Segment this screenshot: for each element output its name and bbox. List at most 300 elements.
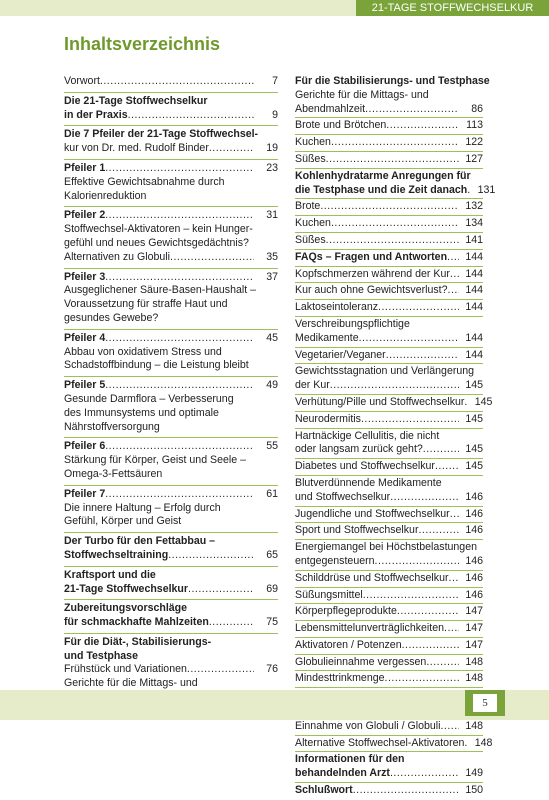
toc-entry[interactable]: [295, 318, 483, 348]
toc-leader-dots: [105, 209, 254, 223]
toc-page-number: 147: [465, 622, 483, 635]
toc-page-number: 76: [266, 663, 278, 676]
toc-line-text: gefühl und neues Gewichtsgedächtnis?: [64, 236, 249, 249]
toc-page-number: 49: [266, 379, 278, 392]
toc-page-number: 122: [465, 136, 483, 149]
toc-line-text: Globulieinnahme vergessen: [295, 655, 427, 668]
page-title: Inhaltsverzeichnis: [64, 34, 221, 54]
toc-entry[interactable]: [295, 639, 483, 655]
toc-entry[interactable]: [295, 413, 483, 429]
toc-page-number: 145: [465, 460, 483, 473]
toc-line-text: die Testphase und die Zeit danach: [295, 183, 468, 196]
toc-line-text: Nährstoffversorgung: [64, 420, 160, 433]
toc-line: [64, 636, 278, 650]
toc-line: [295, 413, 483, 427]
toc-line: [295, 75, 490, 89]
toc-entry[interactable]: [295, 605, 483, 621]
toc-line-text: Gerichte für die Mittags- und: [64, 677, 198, 690]
toc-page-number: 69: [266, 582, 278, 595]
toc-leader-dots: [320, 200, 459, 214]
toc-leader-dots: [105, 440, 254, 454]
toc-line: [64, 407, 278, 421]
toc-line: [64, 312, 278, 326]
toc-line-text: Die innere Haltung – Erfolg durch: [64, 501, 221, 514]
toc-line-text: Körperpflegeprodukte: [295, 605, 397, 618]
series-title: 21-TAGE STOFFWECHSELKUR: [356, 0, 549, 16]
toc-line-text: Süßes: [295, 152, 326, 165]
toc-entry[interactable]: [295, 169, 496, 200]
toc-entry[interactable]: [295, 217, 483, 233]
toc-entry[interactable]: [295, 672, 483, 688]
toc-leader-dots: [188, 583, 254, 597]
toc-leader-dots: [209, 616, 254, 630]
toc-line: [295, 639, 483, 653]
toc-page-number: 144: [465, 301, 483, 314]
toc-page-number: 146: [465, 588, 483, 601]
toc-entry[interactable]: [64, 209, 278, 268]
toc-leader-dots: [386, 119, 459, 133]
toc-page-number: 148: [465, 655, 483, 668]
toc-line: [64, 549, 278, 563]
toc-line-text: Omega-3-Fettsäuren: [64, 467, 163, 480]
toc-line-text: Kohlenhydratarme Anregungen für: [295, 169, 471, 182]
toc-entry[interactable]: [295, 200, 483, 216]
toc-leader-dots: [450, 268, 459, 282]
toc-leader-dots: [168, 549, 254, 563]
toc-leader-dots: [105, 379, 254, 393]
toc-line: [295, 491, 483, 505]
toc-page-number: 148: [465, 672, 483, 685]
toc-page-number: 134: [465, 217, 483, 230]
toc-line: [295, 605, 483, 619]
toc-page-number: 147: [465, 605, 483, 618]
toc-line-text: kur von Dr. med. Rudolf Binder: [64, 142, 209, 155]
toc-page-number: 61: [266, 487, 278, 500]
toc-line-text: Lebensmittelunverträglichkeiten: [295, 622, 444, 635]
toc-leader-dots: [418, 524, 459, 538]
toc-line: [64, 393, 278, 407]
toc-line-text: Energiemangel bei Höchstbelastungen: [295, 541, 477, 554]
toc-line-text: Alternative Stoffwechsel-Aktivatoren: [295, 736, 465, 749]
toc-line: [295, 736, 493, 751]
toc-line: [295, 572, 483, 586]
toc-leader-dots: [105, 488, 254, 502]
toc-line: [295, 234, 483, 248]
toc-entry[interactable]: [64, 75, 278, 93]
toc-line: [64, 569, 278, 583]
toc-line-text: Stoffwechseltraining: [64, 548, 169, 561]
toc-line: [295, 217, 483, 231]
toc-entry[interactable]: [295, 251, 483, 267]
toc-entry[interactable]: [295, 477, 483, 507]
toc-page-number: 86: [471, 102, 483, 115]
toc-line: [64, 332, 278, 346]
toc-entry[interactable]: [295, 753, 483, 783]
toc-line: [64, 128, 278, 142]
toc-line-text: Die 7 Pfeiler der 21-Tage Stoffwechsel-: [64, 128, 259, 141]
toc-line: [295, 555, 483, 569]
toc-page-number: 113: [466, 119, 483, 132]
toc-line: [64, 95, 278, 109]
toc-line: [64, 237, 278, 251]
toc-line: [295, 153, 483, 167]
toc-line: [295, 753, 483, 767]
toc-page-number: 145: [465, 443, 483, 456]
toc-line-text: Brote: [295, 200, 321, 213]
toc-leader-dots: [449, 572, 459, 586]
toc-line-text: für schmackhafte Mahlzeiten: [64, 616, 209, 629]
toc-entry[interactable]: [64, 535, 278, 567]
toc-line: [64, 379, 278, 393]
toc-line: [295, 251, 483, 265]
toc-line-text: 21-Tage Stoffwechselkur: [64, 582, 189, 595]
toc-entry[interactable]: [295, 75, 490, 118]
toc-line-text: Hartnäckige Cellulitis, die nicht: [295, 429, 440, 442]
toc-entry[interactable]: [64, 128, 278, 160]
toc-page-number: 132: [465, 200, 483, 213]
toc-leader-dots: [326, 153, 459, 167]
toc-page-number: 127: [465, 152, 483, 165]
toc-line: [295, 170, 483, 184]
toc-leader-dots: [386, 349, 459, 363]
toc-leader-dots: [359, 332, 459, 346]
toc-line: [64, 535, 278, 549]
toc-line-text: Die 21-Tage Stoffwechselkur: [64, 94, 208, 107]
toc-entry[interactable]: [295, 524, 483, 540]
toc-page-number: 144: [465, 348, 483, 361]
toc-line: [295, 89, 483, 103]
toc-page-number: 35: [266, 250, 278, 263]
toc-line: [295, 119, 483, 133]
toc-leader-dots: [450, 508, 459, 522]
toc-leader-dots: [448, 284, 459, 298]
toc-page-number: 7: [272, 75, 278, 87]
toc-line-text: der Kur: [295, 379, 330, 392]
toc-line-text: Alternativen zu Globuli: [64, 250, 170, 263]
toc-line: [64, 616, 278, 630]
toc-line-text: Vorwort: [64, 75, 100, 87]
toc-entry[interactable]: [295, 136, 483, 152]
toc-leader-dots: [353, 784, 459, 798]
toc-entry[interactable]: [295, 301, 483, 317]
toc-line-text: Pfeiler 1: [64, 161, 106, 174]
toc-line-text: Diabetes und Stoffwechselkur: [295, 460, 435, 473]
toc-line-text: behandelnden Arzt: [295, 767, 390, 780]
toc-entry[interactable]: [295, 119, 483, 135]
toc-line: [64, 359, 278, 373]
toc-entry[interactable]: [295, 234, 483, 250]
toc-page-number: 145: [474, 395, 493, 408]
toc-line-text: Aktivatoren / Potenzen: [295, 638, 402, 651]
toc-line: [295, 430, 483, 444]
toc-line: [295, 268, 483, 282]
toc-line: [64, 162, 278, 176]
toc-line-text: Gesunde Darmflora – Verbesserung: [64, 392, 234, 405]
toc-leader-dots: [326, 234, 459, 248]
toc-line: [64, 468, 278, 482]
toc-line: [295, 365, 483, 379]
toc-page-number: 146: [465, 490, 483, 503]
toc-page-number: 65: [266, 548, 278, 561]
toc-line: [64, 602, 278, 616]
toc-page-number: 131: [477, 183, 496, 196]
toc-entry[interactable]: [64, 440, 278, 485]
toc-line: [64, 502, 278, 516]
toc-line-text: Einnahme von Globuli / Globuli: [295, 719, 441, 732]
toc-line-text: entgegensteuern: [295, 554, 375, 567]
toc-leader-dots: [440, 720, 459, 734]
toc-line-text: Verschreibungspflichtige: [295, 317, 410, 330]
toc-entry[interactable]: [295, 622, 483, 638]
toc-leader-dots: [385, 672, 460, 686]
toc-line: [295, 460, 483, 474]
page-number-box: [465, 690, 505, 716]
toc-entry[interactable]: [295, 784, 483, 799]
toc-line-text: des Immunsystems und optimale: [64, 406, 219, 419]
toc-line: [295, 332, 483, 346]
toc-line-text: Pfeiler 6: [64, 440, 106, 453]
toc-page-number: 149: [465, 767, 483, 780]
toc-line: [295, 784, 483, 798]
toc-leader-dots: [330, 379, 459, 393]
toc-line: [295, 349, 483, 363]
toc-page-number: 145: [465, 412, 483, 425]
toc-entry[interactable]: [295, 153, 483, 169]
toc-line-text: Stärkung für Körper, Geist und Seele –: [64, 454, 246, 467]
toc-page-number: 145: [465, 379, 483, 392]
toc-entry[interactable]: [295, 349, 483, 365]
toc-line: [64, 176, 278, 190]
toc-line: [64, 421, 278, 435]
toc-line-text: Abbau von oxidativem Stress und: [64, 345, 222, 358]
toc-page-number: 146: [465, 524, 483, 537]
toc-leader-dots: [390, 767, 459, 781]
toc-page-number: 146: [465, 571, 483, 584]
toc-line-text: Für die Stabilisierungs- und Testphase: [295, 75, 490, 87]
toc-line-text: Zubereitungsvorschläge: [64, 602, 188, 615]
toc-page-number: 144: [465, 267, 483, 280]
toc-line-text: Pfeiler 3: [64, 270, 106, 283]
toc-line: [295, 183, 496, 198]
toc-entry[interactable]: [295, 284, 483, 300]
toc-leader-dots: [375, 555, 459, 569]
toc-line-text: Kur auch ohne Gewichtsverlust?: [295, 284, 448, 297]
toc-line-text: Sport und Stoffwechselkur: [295, 524, 419, 537]
toc-leader-dots: [361, 413, 459, 427]
toc-entry[interactable]: [295, 268, 483, 284]
toc-entry[interactable]: [295, 572, 483, 588]
toc-line-text: Jugendliche und Stoffwechselkur: [295, 507, 450, 520]
toc-line: [64, 663, 278, 677]
toc-page-number: 19: [266, 142, 278, 155]
toc-leader-dots: [105, 162, 254, 176]
toc-leader-dots: [444, 622, 459, 636]
toc-line: [295, 508, 483, 522]
toc-entry[interactable]: [64, 379, 278, 438]
toc-line: [64, 109, 278, 123]
toc-entry[interactable]: [295, 395, 493, 412]
toc-line: [64, 488, 278, 502]
toc-page-number: 147: [465, 638, 483, 651]
toc-line-text: Frühstück und Variationen: [64, 663, 187, 676]
toc-entry[interactable]: [64, 162, 278, 207]
toc-line: [64, 75, 278, 89]
toc-line: [295, 656, 483, 670]
toc-line: [295, 284, 483, 298]
toc-line-text: Ausgeglichener Säure-Basen-Haushalt –: [64, 284, 256, 297]
toc-page-number: 150: [465, 784, 483, 797]
toc-leader-dots: [378, 301, 459, 315]
toc-line-text: Gefühl, Körper und Geist: [64, 515, 182, 528]
toc-page-number: 45: [266, 331, 278, 344]
toc-line: [295, 524, 483, 538]
toc-line: [64, 677, 278, 691]
toc-entry[interactable]: [295, 541, 483, 571]
toc-leader-dots: [170, 251, 254, 265]
toc-line-text: Laktoseintoleranz: [295, 301, 379, 314]
toc-line-text: Verhütung/Pille und Stoffwechselkur: [295, 395, 465, 408]
toc-line-text: Abendmahlzeit: [295, 102, 366, 115]
toc-entry[interactable]: [295, 736, 493, 753]
toc-line-text: und Stoffwechselkur: [295, 490, 391, 503]
toc-line: [64, 142, 278, 156]
toc-line-text: Kraftsport und die: [64, 568, 156, 581]
toc-line-text: Effektive Gewichtsabnahme durch: [64, 175, 225, 188]
toc-line: [295, 443, 483, 457]
toc-line-text: Pfeiler 2: [64, 209, 106, 222]
toc-line-text: Schadstoffbindung – die Leistung bleibt: [64, 359, 249, 372]
toc-leader-dots: [209, 142, 254, 156]
toc-entry[interactable]: [64, 569, 278, 601]
toc-leader-dots: [426, 656, 459, 670]
toc-line: [295, 318, 483, 332]
toc-page-number: 144: [465, 331, 483, 344]
toc-entry[interactable]: [64, 271, 278, 330]
toc-page-number: 9: [272, 108, 278, 121]
toc-line: [64, 271, 278, 285]
toc-entry[interactable]: [64, 95, 278, 127]
toc-line: [295, 395, 493, 410]
toc-line: [295, 541, 483, 555]
toc-page-number: 148: [465, 719, 483, 732]
toc-leader-dots: [423, 443, 459, 457]
toc-line-text: Pfeiler 5: [64, 379, 106, 392]
toc-page-number: 37: [266, 270, 278, 283]
toc-line-text: Pfeiler 4: [64, 331, 106, 344]
toc-leader-dots: [331, 136, 459, 150]
toc-line: [64, 515, 278, 529]
toc-leader-dots: [435, 460, 459, 474]
toc-page-number: 75: [266, 616, 278, 629]
toc-line-text: Süßungsmittel: [295, 588, 363, 601]
toc-line: [295, 136, 483, 150]
toc-line-text: Informationen für den: [295, 753, 405, 766]
toc-line-text: gesundes Gewebe?: [64, 311, 159, 324]
toc-line-text: und Testphase: [64, 649, 138, 662]
toc-line-text: Kuchen: [295, 136, 331, 149]
toc-line-text: Gerichte für die Mittags- und: [295, 88, 429, 101]
toc-page-number: 144: [465, 284, 483, 297]
toc-entry[interactable]: [64, 332, 278, 377]
toc-page-number: 31: [266, 209, 278, 222]
toc-line-text: Schlußwort: [295, 784, 353, 797]
toc-leader-dots: [363, 589, 459, 603]
toc-line: [295, 622, 483, 636]
toc-leader-dots: [187, 663, 254, 677]
toc-leader-dots: [128, 109, 254, 123]
toc-line-text: Gewichtsstagnation und Verlängerung: [295, 365, 475, 378]
toc-line: [64, 190, 278, 204]
toc-line-text: FAQs – Fragen und Antworten: [295, 250, 448, 263]
toc-entry[interactable]: [295, 460, 483, 476]
toc-line: [295, 672, 483, 686]
toc-page-number: 141: [465, 233, 483, 246]
toc-line-text: Vegetarier/Veganer: [295, 348, 386, 361]
toc-line: [64, 284, 278, 298]
page-number: 5: [473, 694, 497, 712]
toc-line-text: Brote und Brötchen: [295, 119, 387, 132]
toc-page-number: 148: [474, 736, 493, 749]
toc-entry[interactable]: [295, 656, 483, 672]
toc-page-number: 23: [266, 161, 278, 174]
toc-line: [64, 583, 278, 597]
toc-entry[interactable]: [295, 508, 483, 524]
toc-leader-dots: [331, 217, 459, 231]
toc-line-text: Stoffwechsel-Aktivatoren – kein Hunger-: [64, 223, 253, 236]
toc-line-text: Süßes: [295, 233, 326, 246]
toc-line: [295, 301, 483, 315]
toc-page-number: 146: [465, 554, 483, 567]
toc-line: [64, 251, 278, 265]
toc-line: [295, 200, 483, 214]
toc-line: [64, 298, 278, 312]
toc-page-number: 144: [465, 250, 483, 263]
toc-entry[interactable]: [295, 365, 483, 395]
toc-leader-dots: [100, 75, 254, 89]
toc-left-column: [64, 75, 278, 710]
toc-entry[interactable]: [64, 488, 278, 533]
toc-page-number: 55: [266, 440, 278, 453]
toc-line-text: in der Praxis: [64, 108, 128, 121]
toc-line-text: Medikamente: [295, 331, 359, 344]
toc-entry[interactable]: [295, 589, 483, 605]
toc-line-text: oder langsam zurück geht?: [295, 443, 423, 456]
toc-leader-dots: [365, 103, 459, 117]
toc-line: [295, 720, 483, 734]
toc-line: [64, 440, 278, 454]
toc-leader-dots: [447, 251, 459, 265]
toc-line-text: Pfeiler 7: [64, 487, 106, 500]
toc-entry[interactable]: [295, 430, 483, 460]
toc-leader-dots: [397, 605, 459, 619]
toc-entry[interactable]: [64, 602, 278, 634]
toc-line-text: Der Turbo für den Fettabbau –: [64, 535, 216, 548]
toc-line-text: Neurodermitis: [295, 412, 361, 425]
toc-line-text: Für die Diät-, Stabilisierungs-: [64, 635, 212, 648]
toc-leader-dots: [105, 271, 254, 285]
toc-line: [295, 477, 483, 491]
toc-leader-dots: [390, 491, 459, 505]
toc-line: [64, 223, 278, 237]
toc-line: [64, 650, 278, 664]
toc-page-number: 146: [465, 507, 483, 520]
toc-line: [295, 103, 483, 117]
toc-line-text: Schilddrüse und Stoffwechselkur: [295, 571, 449, 584]
toc-line: [295, 767, 483, 781]
toc-line: [295, 589, 483, 603]
toc-leader-dots: [402, 639, 459, 653]
toc-line-text: Blutverdünnende Medikamente: [295, 476, 442, 489]
